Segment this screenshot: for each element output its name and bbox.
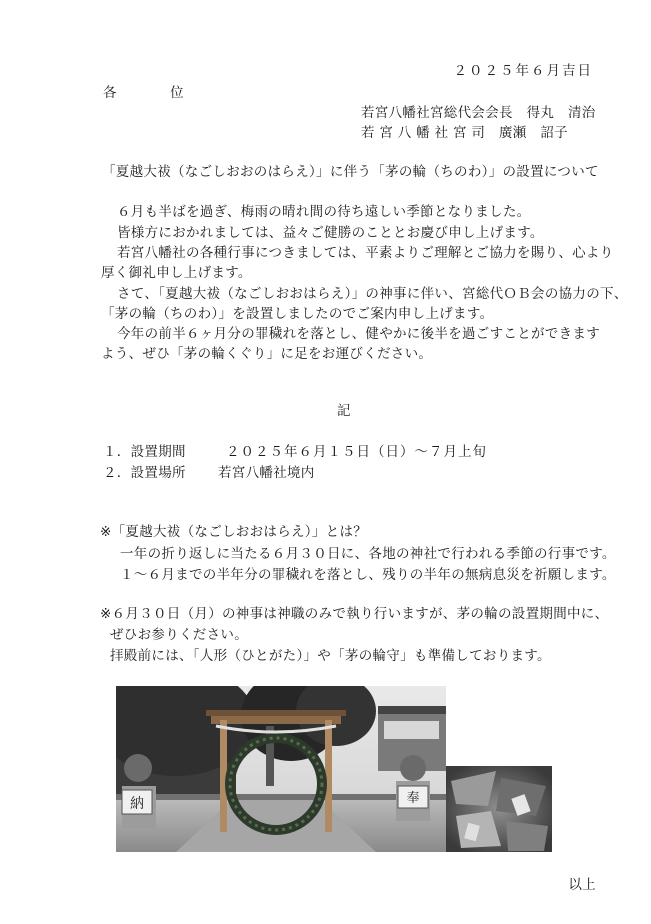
body-line: よう、ぜひ「茅の輪くぐり」に足をお運びください。 bbox=[101, 346, 433, 362]
item-label: １．設置期間 bbox=[103, 444, 186, 460]
pedestal-right-label: 奉 bbox=[406, 791, 420, 806]
note-line: ぜひお参りください。 bbox=[110, 627, 248, 643]
closing-remark: 以上 bbox=[568, 877, 596, 893]
note-line: １～６月までの半年分の罪穢れを落とし、残りの半年の無病息災を祈願します。 bbox=[120, 567, 616, 583]
body-line: 皆様方におかれましては、益々ご健勝のこととお慶び申し上げます。 bbox=[117, 225, 544, 241]
item-value: 若宮八幡社境内 bbox=[218, 465, 315, 481]
ki-heading: 記 bbox=[337, 403, 351, 419]
pedestal-left-label: 納 bbox=[130, 796, 144, 812]
body-line: 厚く御礼申し上げます。 bbox=[101, 265, 252, 281]
shrine-photo-collage bbox=[116, 686, 552, 852]
document-subject: 「夏越大祓（なごしおおのはらえ）」に伴う「茅の輪（ちのわ）」の設置について bbox=[102, 164, 599, 180]
hitogata-photo bbox=[446, 766, 552, 852]
sender-priest: 若 宮 八 幡 社 宮 司 廣瀬 詔子 bbox=[361, 125, 568, 141]
item-value: ２０２５年６月１５日（日）～７月上旬 bbox=[226, 444, 487, 460]
sender-chairman: 若宮八幡社宮総代会会長 得丸 清治 bbox=[361, 105, 596, 121]
body-line: 今年の前半６ヶ月分の罪穢れを落とし、健やかに後半を過ごすことができます bbox=[117, 326, 600, 342]
note-line: ※「夏越大祓（なごしおおはらえ）」とは？ bbox=[100, 524, 368, 540]
note-line: ※６月３０日（月）の神事は神職のみで執り行いますが、茅の輪の設置期間中に、 bbox=[100, 606, 609, 622]
body-line: 「茅の輪（ちのわ）」を設置しましたのでご案内申し上げます。 bbox=[101, 306, 494, 322]
item-label: ２．設置場所 bbox=[103, 465, 186, 481]
body-line: ６月も半ばを過ぎ、梅雨の晴れ間の待ち遠しい季節となりました。 bbox=[117, 204, 531, 220]
body-line: 若宮八幡社の各種行事につきましては、平素よりご理解とご協力を賜り、心より bbox=[117, 245, 614, 261]
note-line: 拝殿前には、「人形（ひとがた）」や「茅の輪守」も準備しております。 bbox=[110, 648, 551, 664]
document-date: ２０２５年６月吉日 bbox=[453, 63, 593, 79]
chinowa-photo bbox=[116, 686, 446, 852]
note-line: 一年の折り返しに当たる６月３０日に、各地の神社で行われる季節の行事です。 bbox=[120, 546, 616, 562]
body-line: さて、「夏越大祓（なごしおおはらえ）」の神事に伴い、宮総代ＯＢ会の協力の下、 bbox=[117, 286, 628, 302]
addressee: 各 位 bbox=[103, 85, 204, 101]
